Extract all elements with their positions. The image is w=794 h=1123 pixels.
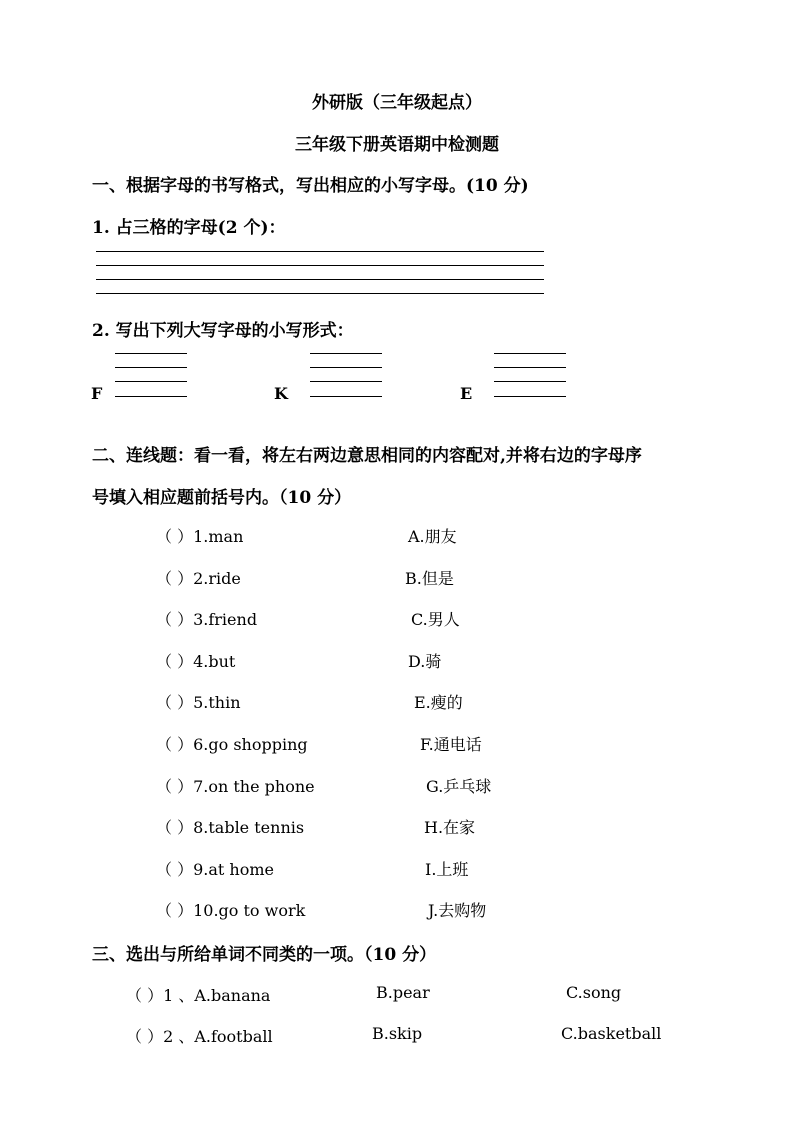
writing-line — [310, 353, 382, 354]
match-left-item: （ ）1.man — [156, 527, 244, 546]
section3-heading: 三、选出与所给单词不同类的一项。（10 分） — [92, 945, 437, 965]
match-right-item: J.去购物 — [428, 901, 487, 920]
writing-line — [115, 367, 187, 368]
writing-line — [96, 251, 544, 252]
match-right-item: B.但是 — [405, 569, 454, 588]
letter-label: E — [460, 384, 473, 403]
writing-line — [494, 396, 566, 397]
section1-q1: 1. 占三格的字母(2 个)： — [92, 218, 286, 238]
match-left-item: （ ）4.but — [156, 652, 236, 671]
page-subtitle: 三年级下册英语期中检测题 — [295, 135, 499, 155]
choice-item-b: B.pear — [376, 983, 430, 1002]
choice-item-a: （ ）1 、A.banana — [126, 986, 271, 1005]
match-left-item: （ ）2.ride — [156, 569, 241, 588]
writing-line — [96, 265, 544, 266]
writing-line — [96, 279, 544, 280]
section2-heading-line1: 二、连线题：看一看，将左右两边意思相同的内容配对,并将右边的字母序 — [92, 446, 642, 466]
match-right-item: H.在家 — [424, 818, 476, 837]
writing-line — [96, 293, 544, 294]
letter-label: K — [274, 384, 288, 403]
match-right-item: C.男人 — [411, 610, 460, 629]
writing-line — [494, 353, 566, 354]
match-right-item: G.乒乓球 — [426, 777, 492, 796]
writing-line — [310, 396, 382, 397]
section1-q2: 2. 写出下列大写字母的小写形式： — [92, 321, 354, 341]
match-right-item: F.通电话 — [420, 735, 482, 754]
writing-line — [115, 353, 187, 354]
match-right-item: I.上班 — [425, 860, 469, 879]
match-right-item: D.骑 — [408, 652, 442, 671]
match-left-item: （ ）7.on the phone — [156, 777, 315, 796]
match-left-item: （ ）10.go to work — [156, 901, 306, 920]
section2-heading-line2: 号填入相应题前括号内。（10 分） — [92, 488, 352, 508]
match-right-item: E.瘦的 — [414, 693, 463, 712]
choice-item-a: （ ）2 、A.football — [126, 1027, 273, 1046]
writing-line — [494, 367, 566, 368]
page-title: 外研版（三年级起点） — [312, 93, 482, 113]
match-right-item: A.朋友 — [408, 527, 457, 546]
section1-heading: 一、根据字母的书写格式，写出相应的小写字母。(10 分) — [92, 176, 529, 196]
choice-item-b: B.skip — [372, 1024, 423, 1043]
choice-item-c: C.basketball — [561, 1024, 662, 1043]
writing-line — [310, 367, 382, 368]
choice-item-c: C.song — [566, 983, 622, 1002]
match-left-item: （ ）9.at home — [156, 860, 274, 879]
writing-line — [115, 396, 187, 397]
match-left-item: （ ）5.thin — [156, 693, 241, 712]
match-left-item: （ ）8.table tennis — [156, 818, 305, 837]
writing-line — [494, 381, 566, 382]
writing-line — [310, 381, 382, 382]
match-left-item: （ ）3.friend — [156, 610, 258, 629]
letter-label: F — [91, 384, 103, 403]
match-left-item: （ ）6.go shopping — [156, 735, 308, 754]
writing-line — [115, 381, 187, 382]
